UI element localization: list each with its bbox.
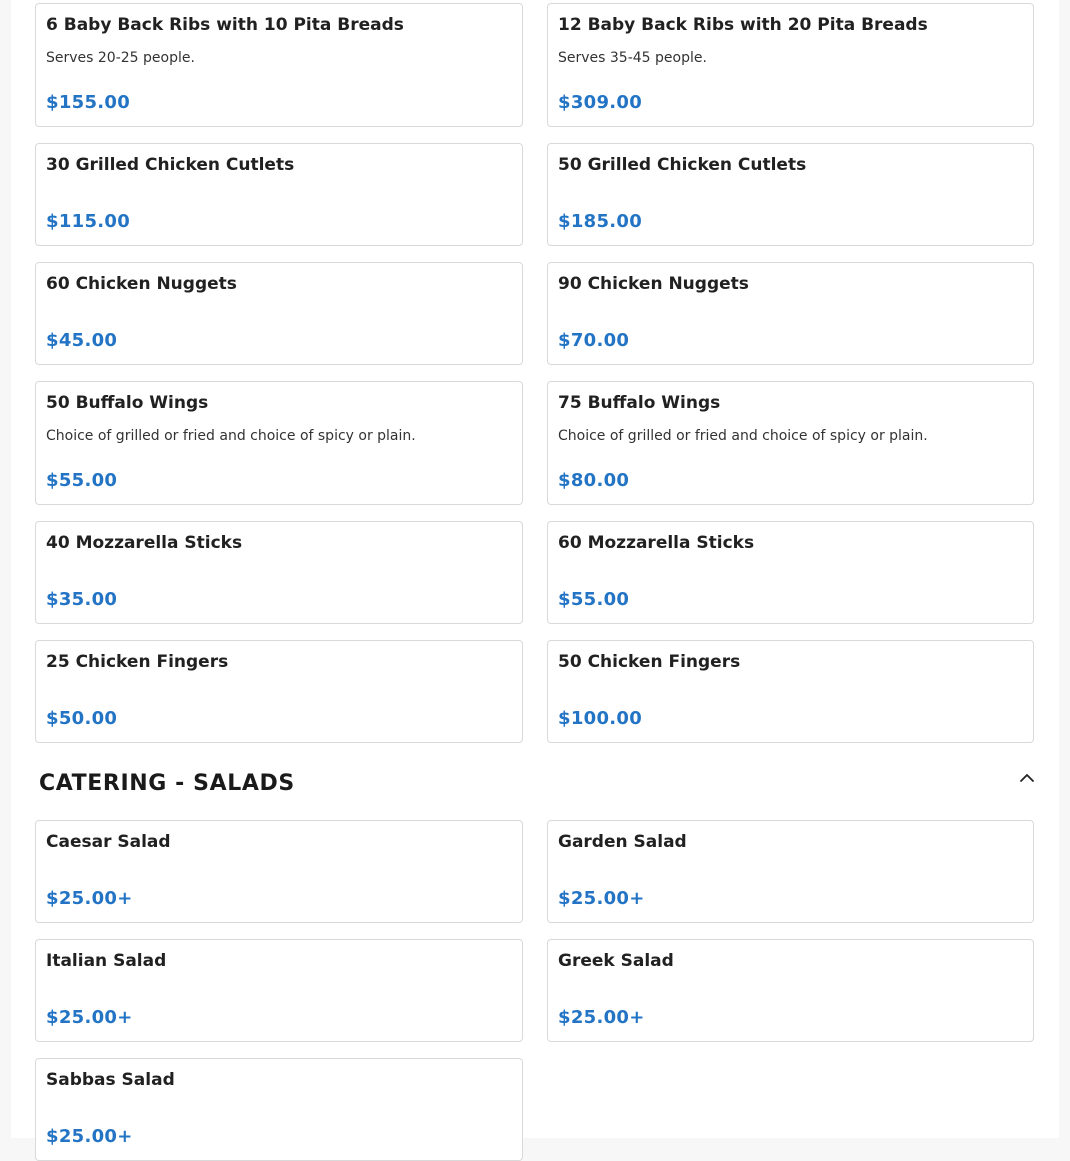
menu-item-card[interactable] (547, 640, 1034, 743)
item-name: 75 Buffalo Wings (558, 393, 721, 413)
item-name: Greek Salad (558, 951, 674, 971)
item-name: 40 Mozzarella Sticks (46, 533, 243, 553)
item-price: $25.00+ (46, 1007, 133, 1028)
item-name: 50 Grilled Chicken Cutlets (558, 155, 807, 175)
item-price: $45.00 (46, 330, 118, 351)
item-description: Choice of grilled or fried and choice of spicy or plain. (558, 428, 928, 444)
item-name: 50 Buffalo Wings (46, 393, 209, 413)
section-title: CATERING - SALADS (39, 771, 295, 796)
item-price: $70.00 (558, 330, 630, 351)
item-price: $185.00 (558, 211, 643, 232)
menu-item-card[interactable] (35, 521, 523, 624)
item-name: Italian Salad (46, 951, 167, 971)
menu-item-card[interactable] (547, 820, 1034, 923)
item-name: 90 Chicken Nuggets (558, 274, 749, 294)
menu-item-card[interactable] (35, 143, 523, 246)
menu-item-card[interactable] (35, 820, 523, 923)
item-name: Garden Salad (558, 832, 687, 852)
item-price: $80.00 (558, 470, 630, 491)
catering-items-grid (35, 3, 1034, 743)
menu-item-card[interactable] (35, 1058, 523, 1161)
item-price: $50.00 (46, 708, 118, 729)
item-name: 60 Chicken Nuggets (46, 274, 237, 294)
menu-item-card[interactable] (547, 262, 1034, 365)
item-price: $25.00+ (558, 888, 645, 909)
menu-item-card[interactable] (35, 640, 523, 743)
item-price: $155.00 (46, 92, 131, 113)
item-name: Caesar Salad (46, 832, 171, 852)
item-price: $25.00+ (46, 888, 133, 909)
item-price: $55.00 (46, 470, 118, 491)
menu-item-card[interactable] (35, 939, 523, 1042)
menu-item-card[interactable] (547, 521, 1034, 624)
item-name: 25 Chicken Fingers (46, 652, 229, 672)
menu-item-card[interactable] (547, 3, 1034, 127)
item-price: $25.00+ (46, 1126, 133, 1147)
item-name: 50 Chicken Fingers (558, 652, 741, 672)
item-description: Serves 35-45 people. (558, 50, 707, 66)
menu-item-card[interactable] (35, 381, 523, 505)
item-name: 60 Mozzarella Sticks (558, 533, 755, 553)
menu-item-card[interactable] (35, 3, 523, 127)
item-price: $25.00+ (558, 1007, 645, 1028)
item-name: 30 Grilled Chicken Cutlets (46, 155, 295, 175)
menu-page (11, 0, 1059, 1147)
item-price: $115.00 (46, 211, 131, 232)
item-price: $100.00 (558, 708, 643, 729)
item-name: 12 Baby Back Ribs with 20 Pita Breads (558, 15, 928, 35)
item-price: $55.00 (558, 589, 630, 610)
salads-section-header[interactable] (39, 769, 1036, 803)
item-name: 6 Baby Back Ribs with 10 Pita Breads (46, 15, 404, 35)
item-description: Choice of grilled or fried and choice of spicy or plain. (46, 428, 416, 444)
salads-grid (35, 820, 1034, 1161)
menu-item-card[interactable] (547, 381, 1034, 505)
menu-item-card[interactable] (35, 262, 523, 365)
item-price: $35.00 (46, 589, 118, 610)
item-name: Sabbas Salad (46, 1070, 175, 1090)
menu-item-card[interactable] (547, 939, 1034, 1042)
menu-item-card[interactable] (547, 143, 1034, 246)
item-description: Serves 20-25 people. (46, 50, 195, 66)
item-price: $309.00 (558, 92, 643, 113)
chevron-up-icon[interactable] (1018, 769, 1036, 787)
